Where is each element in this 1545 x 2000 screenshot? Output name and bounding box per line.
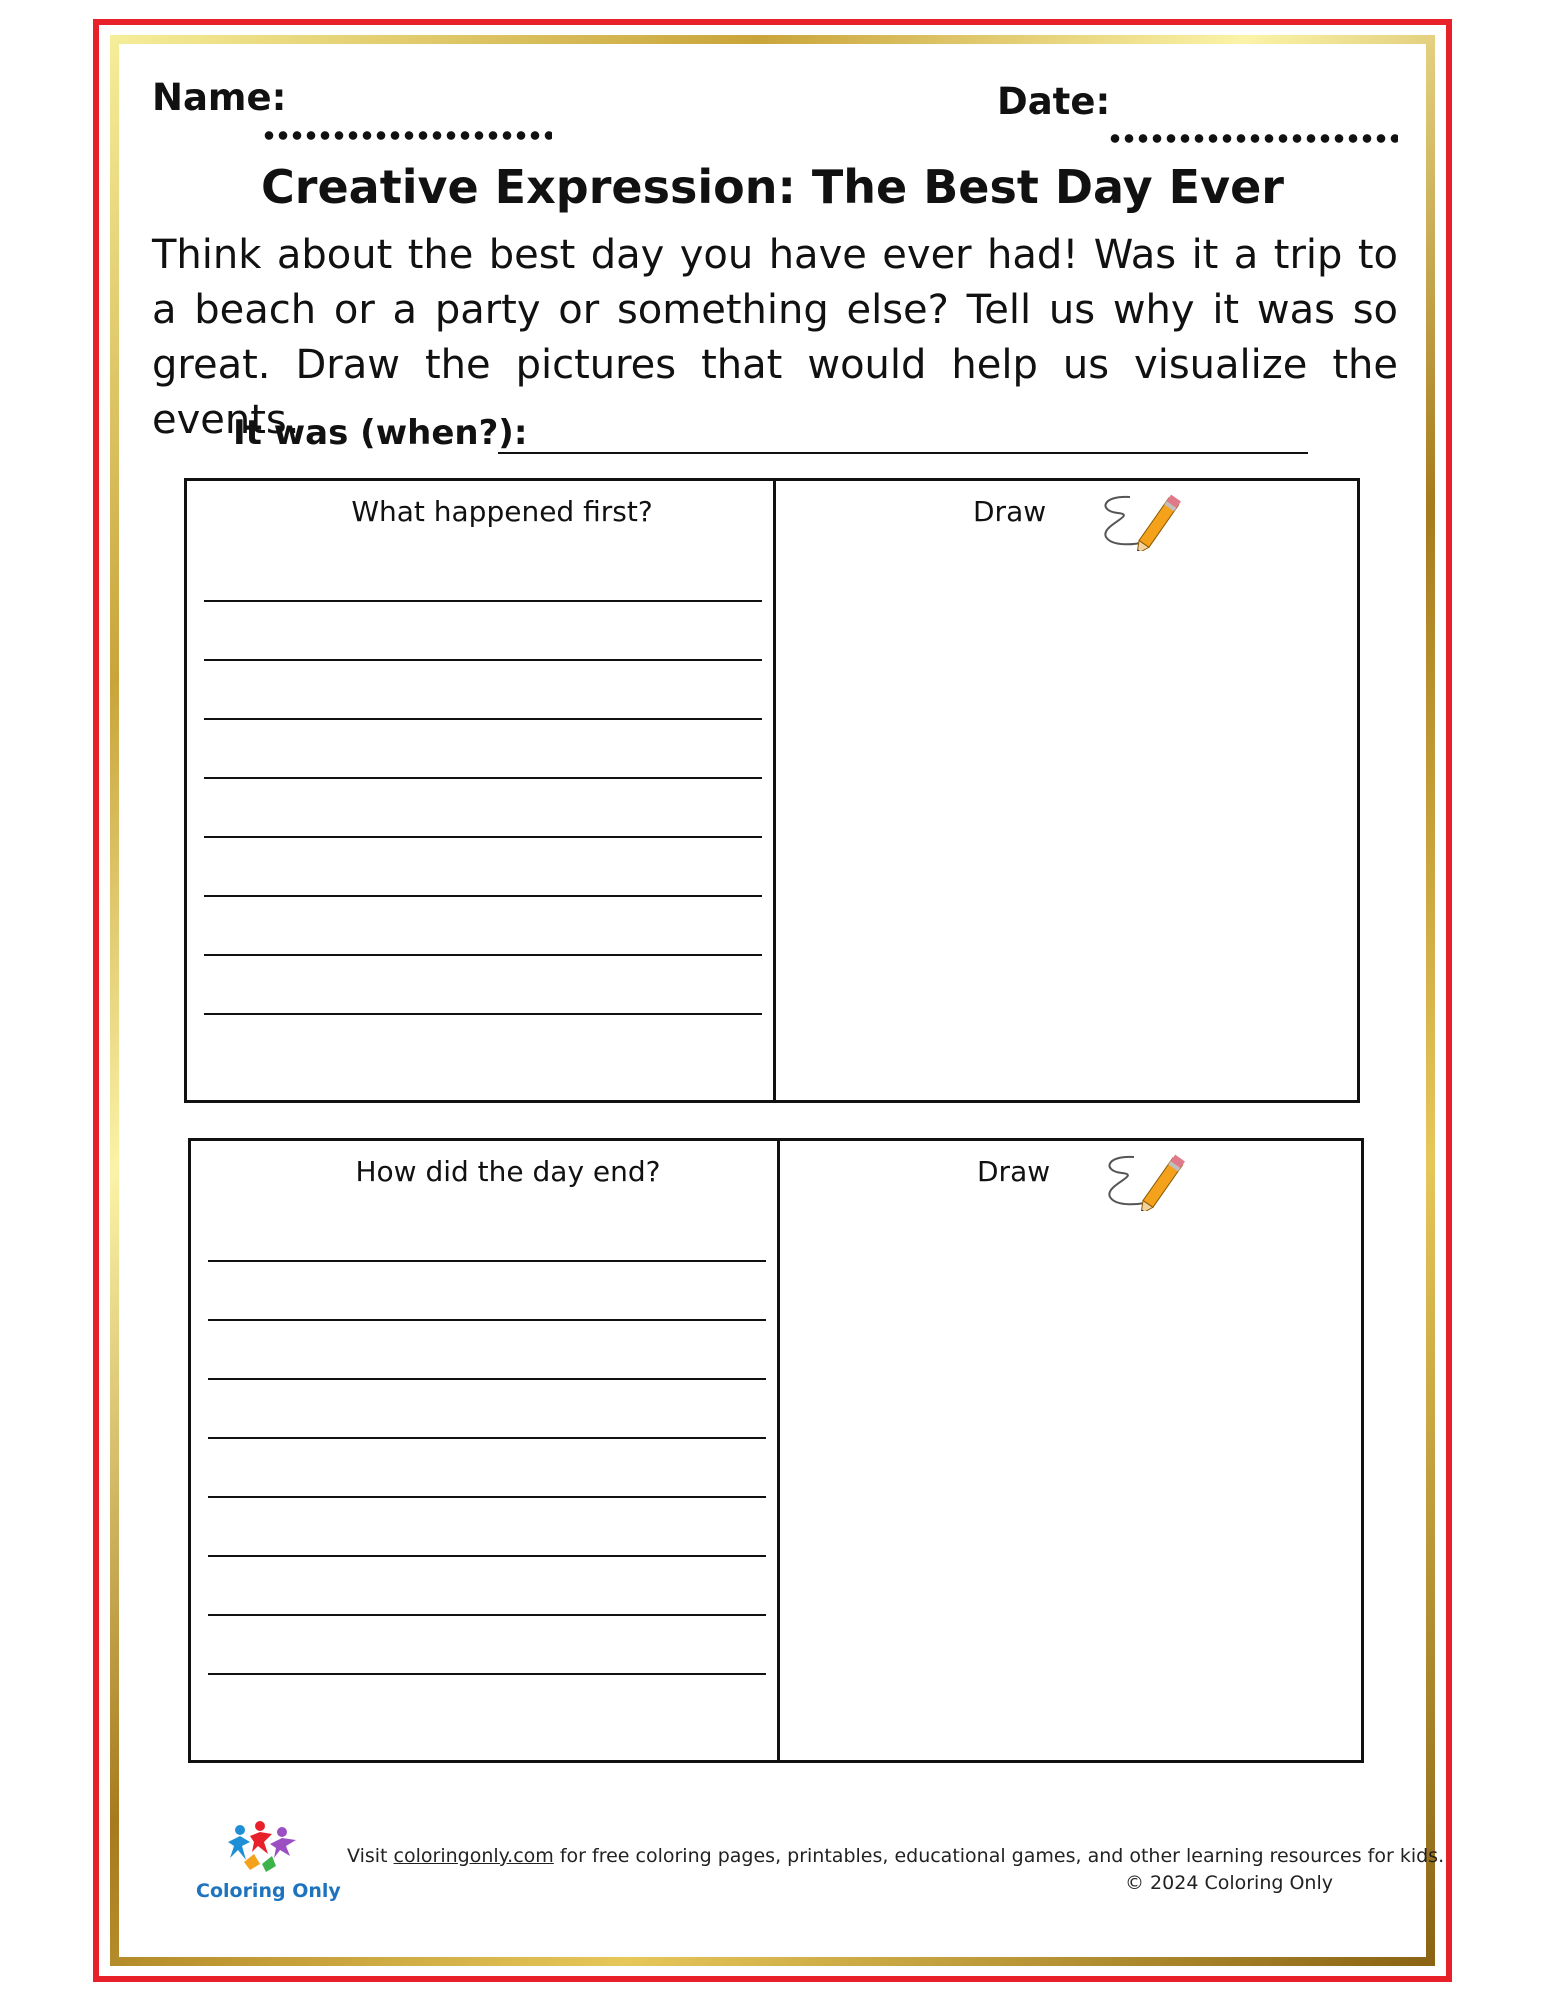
writing-line[interactable] [204, 895, 762, 897]
date-label: Date: [997, 80, 1111, 123]
section-first-draw-label: Draw [973, 495, 1047, 528]
writing-line[interactable] [208, 1260, 766, 1262]
writing-line[interactable] [208, 1378, 766, 1380]
writing-line[interactable] [208, 1437, 766, 1439]
section-first-prompt: What happened first? [351, 495, 653, 528]
writing-line[interactable] [204, 836, 762, 838]
writing-line[interactable] [208, 1614, 766, 1616]
footer-visit-suffix: for free coloring pages, printables, educational games, and other learning resources for kids. [553, 1845, 1445, 1867]
footer-copyright: © 2024 Coloring Only [1125, 1872, 1333, 1894]
page-title: Creative Expression: The Best Day Ever [261, 160, 1284, 214]
writing-line[interactable] [204, 659, 762, 661]
writing-line[interactable] [204, 1013, 762, 1015]
writing-line[interactable] [204, 600, 762, 602]
section-first-box [184, 478, 1360, 1103]
section-end-prompt: How did the day end? [355, 1155, 661, 1188]
section-divider [773, 481, 776, 1100]
pencil-icon [1096, 1149, 1192, 1211]
writing-line[interactable] [208, 1555, 766, 1557]
name-label: Name: [152, 76, 287, 119]
section-end-box [188, 1138, 1364, 1763]
writing-line[interactable] [204, 777, 762, 779]
logo-icon [220, 1820, 300, 1882]
instructions-text: Think about the best day you have ever had! Was it a trip to a beach or a party or something else? Tell us why it was so great. Draw the pictures that would help us visualize the events. [152, 232, 1398, 443]
when-label: It was (when?): [233, 413, 528, 453]
pencil-icon [1092, 489, 1188, 551]
footer-link[interactable]: coloringonly.com [393, 1845, 554, 1867]
writing-line[interactable] [204, 954, 762, 956]
section-end-draw-label: Draw [977, 1155, 1051, 1188]
section-divider [777, 1141, 780, 1760]
name-field[interactable] [262, 130, 552, 141]
writing-line[interactable] [208, 1319, 766, 1321]
writing-line[interactable] [208, 1496, 766, 1498]
footer-visit-text [347, 1845, 1444, 1867]
date-field[interactable] [1108, 133, 1398, 144]
footer-visit-prefix: Visit [347, 1845, 394, 1867]
writing-line[interactable] [208, 1673, 766, 1675]
when-field[interactable] [498, 452, 1308, 454]
logo-text: Coloring Only [196, 1880, 341, 1902]
writing-line[interactable] [204, 718, 762, 720]
